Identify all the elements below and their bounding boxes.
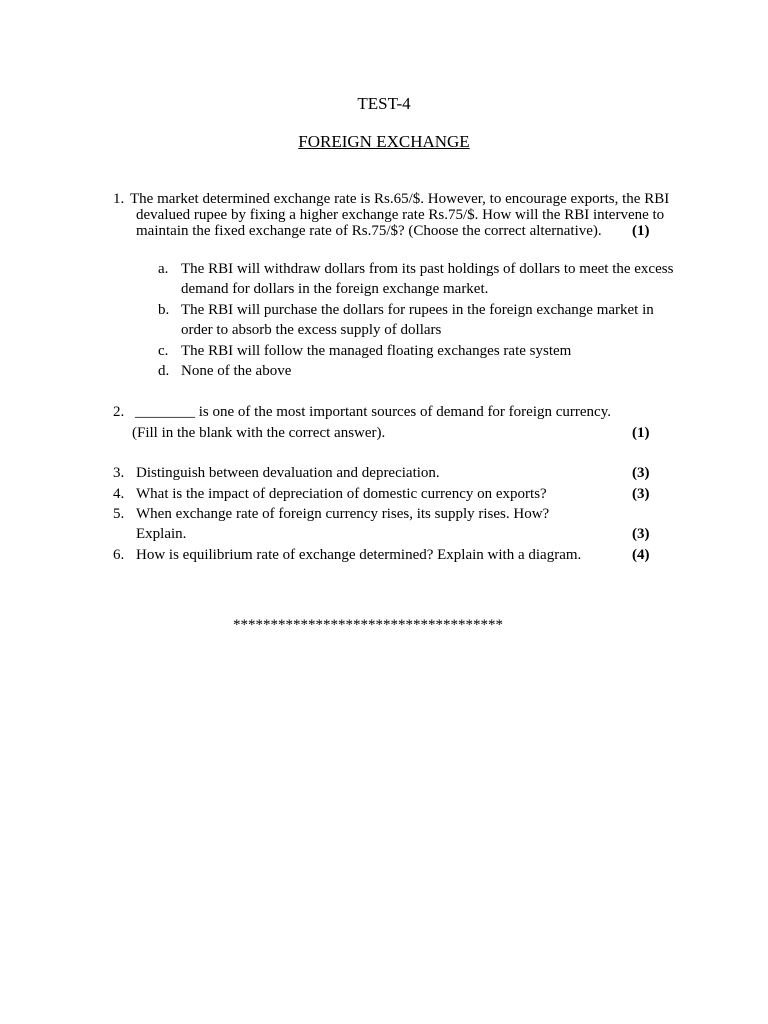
option-text-line: The RBI will follow the managed floating exchanges rate system xyxy=(181,343,572,359)
option-letter: d. xyxy=(158,363,170,379)
marks: (1) xyxy=(632,223,650,239)
question-number: 1. xyxy=(113,191,125,207)
option-letter: b. xyxy=(158,302,170,318)
footer-stars: ************************************ xyxy=(233,617,503,633)
option-text-line: demand for dollars in the foreign exchange market. xyxy=(181,281,489,297)
question-number: 3. xyxy=(113,465,125,481)
marks: (3) xyxy=(632,465,650,481)
option-text-line: The RBI will withdraw dollars from its past holdings of dollars to meet the excess xyxy=(181,261,674,277)
option-letter: a. xyxy=(158,261,169,277)
question-text-line: Explain. xyxy=(136,526,187,542)
question-number: 4. xyxy=(113,486,125,502)
option-letter: c. xyxy=(158,343,169,359)
question-text-line: maintain the fixed exchange rate of Rs.75/$? (Choose the correct alternative). xyxy=(136,223,602,239)
question-text-line: ________ is one of the most important sources of demand for foreign currency. xyxy=(135,404,611,420)
marks: (3) xyxy=(632,486,650,502)
marks: (1) xyxy=(632,425,650,441)
question-text-line: Distinguish between devaluation and depreciation. xyxy=(136,465,440,481)
option-text-line: None of the above xyxy=(181,363,292,379)
subject-title: FOREIGN EXCHANGE xyxy=(298,132,470,151)
marks: (4) xyxy=(632,547,650,563)
question-text-line: What is the impact of depreciation of domestic currency on exports? xyxy=(136,486,547,502)
question-text-line: devalued rupee by fixing a higher exchange rate Rs.75/$. How will the RBI intervene to xyxy=(136,207,665,223)
marks: (3) xyxy=(632,526,650,542)
question-number: 6. xyxy=(113,547,125,563)
question-text-line: How is equilibrium rate of exchange determined? Explain with a diagram. xyxy=(136,547,582,563)
question-text-line: (Fill in the blank with the correct answer). xyxy=(132,425,386,441)
question-text-line: The market determined exchange rate is Rs.65/$. However, to encourage exports, the RBI xyxy=(130,191,670,207)
test-title: TEST-4 xyxy=(357,94,411,113)
question-number: 2. xyxy=(113,404,125,420)
option-text-line: order to absorb the excess supply of dollars xyxy=(181,322,442,338)
question-number: 5. xyxy=(113,506,125,522)
option-text-line: The RBI will purchase the dollars for rupees in the foreign exchange market in xyxy=(181,302,654,318)
question-text-line: When exchange rate of foreign currency rises, its supply rises. How? xyxy=(136,506,550,522)
